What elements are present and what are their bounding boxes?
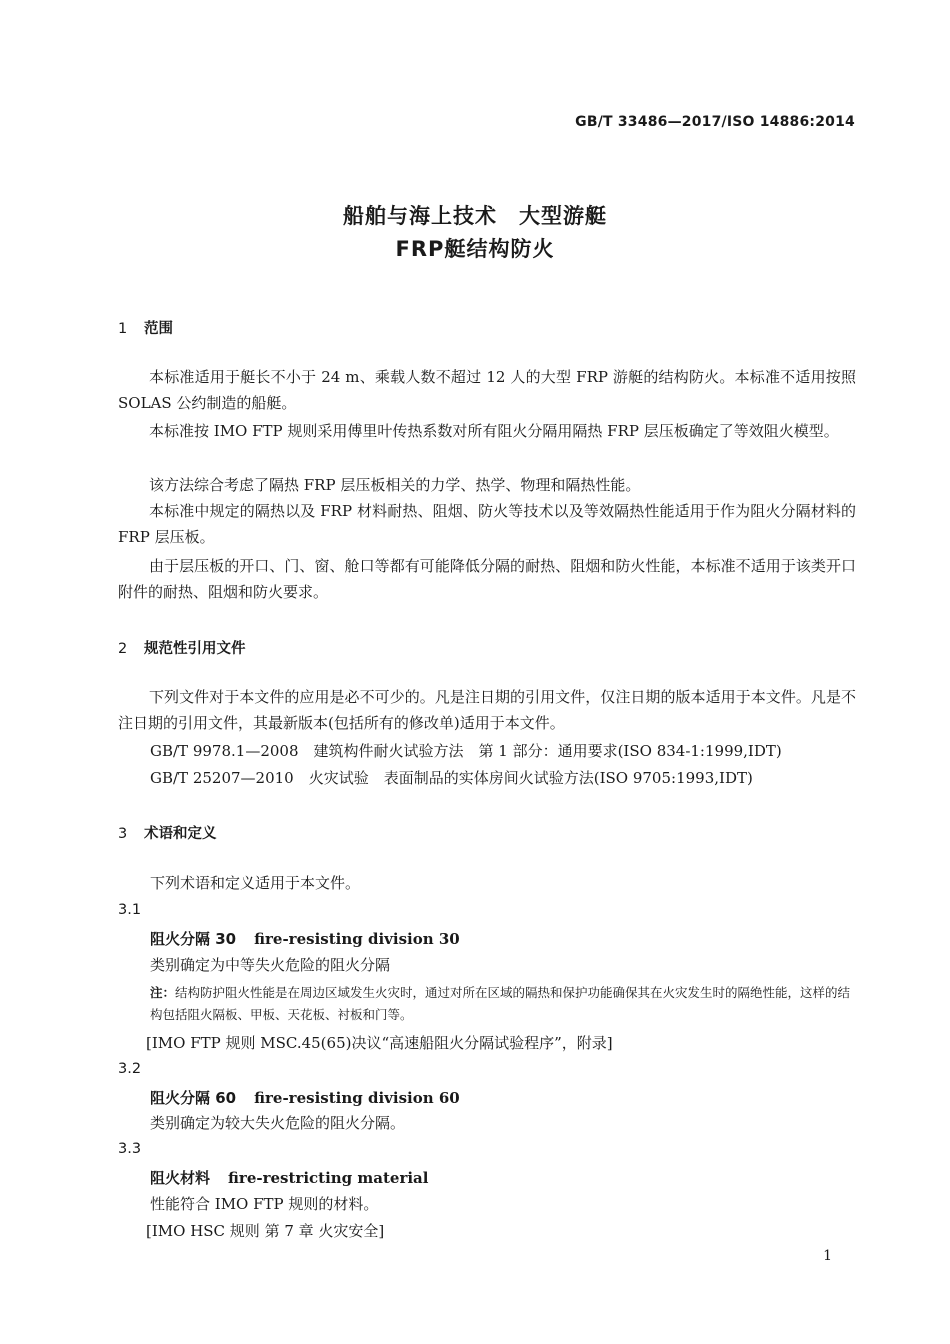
section2-number: 2 [118,641,128,657]
term-en: fire-resisting division 60 [254,1089,460,1107]
term-source-3-3: [IMO HSC 规则 第 7 章 火灾安全] [146,1222,385,1240]
section1-paragraph-5: 由于层压板的开口、门、窗、舱口等都有可能降低分隔的耐热、阻烟和防火性能，本标准不适用于该类开口附件的耐热、阻烟和防火要求。 [118,557,856,601]
section1-number: 1 [118,321,128,337]
note-text: 结构防护阻火性能是在周边区域发生火灾时，通过对所在区域的隔热和保护功能确保其在火灾发生时的隔绝性能，这样的结构包括阻火隔板、甲板、天花板、衬板和门等。 [150,985,851,1022]
term-title-3-1 [150,928,460,949]
term-definition-3-2: 类别确定为较大失火危险的阻火分隔。 [150,1114,406,1132]
document-title-line2: FRP艇结构防火 [395,237,555,261]
section2-heading [118,637,246,658]
note-label: 注： [150,985,176,1000]
section1-paragraph-1: 本标准适用于艇长不小于 24 m、乘载人数不超过 12 人的大型 FRP 游艇的结构防火。本标准不适用按照 SOLAS 公约制造的船艇。 [118,368,856,412]
section1-paragraph-3: 该方法综合考虑了隔热 FRP 层压板相关的力学、热学、物理和隔热性能。 [149,476,641,494]
term-definition-3-3: 性能符合 IMO FTP 规则的材料。 [150,1195,379,1213]
term-definition-3-1: 类别确定为中等失火危险的阻火分隔 [150,956,391,974]
term-title-3-2 [150,1087,460,1108]
term-en: fire-restricting material [228,1169,429,1187]
term-cn: 阻火材料 [150,1169,211,1187]
term-cn: 阻火分隔 60 [150,1089,237,1107]
term-en: fire-resisting division 30 [254,930,460,948]
section3-intro: 下列术语和定义适用于本文件。 [150,874,361,892]
clause-number-3-1: 3.1 [118,902,142,918]
clause-number-3-3: 3.3 [118,1141,142,1157]
section3-heading [118,822,217,843]
section2-intro: 下列文件对于本文件的应用是必不可少的。凡是注日期的引用文件，仅注日期的版本适用于本文件。凡是不注日期的引用文件，其最新版本(包括所有的修改单)适用于本文件。 [118,688,856,732]
term-title-3-3 [150,1167,428,1188]
page-number: 1 [823,1248,832,1264]
section3-number: 3 [118,826,128,842]
reference-item: GB/T 9978.1—2008 建筑构件耐火试验方法 第 1 部分：通用要求(ISO 834-1:1999,IDT) [150,742,782,760]
section2-title: 规范性引用文件 [144,641,246,657]
clause-number-3-2: 3.2 [118,1061,142,1077]
term-cn: 阻火分隔 30 [150,930,237,948]
term-note-3-1 [150,982,856,1026]
section1-heading [118,317,173,338]
term-source-3-1: [IMO FTP 规则 MSC.45(65)决议“高速船阻火分隔试验程序”，附录] [146,1034,613,1052]
section3-title: 术语和定义 [144,826,217,842]
section1-title: 范围 [144,321,173,337]
section1-paragraph-2: 本标准按 IMO FTP 规则采用傅里叶传热系数对所有阻火分隔用隔热 FRP 层压板确定了等效阻火模型。 [149,422,839,440]
document-title-line1: 船舶与海上技术 大型游艇 [343,204,607,228]
standard-code: GB/T 33486—2017/ISO 14886:2014 [575,114,855,130]
section1-paragraph-4: 本标准中规定的隔热以及 FRP 材料耐热、阻烟、防火等技术以及等效隔热性能适用于作为阻火分隔材料的 FRP 层压板。 [118,502,856,546]
reference-item: GB/T 25207—2010 火灾试验 表面制品的实体房间火试验方法(ISO 9705:1993,IDT) [150,769,753,787]
